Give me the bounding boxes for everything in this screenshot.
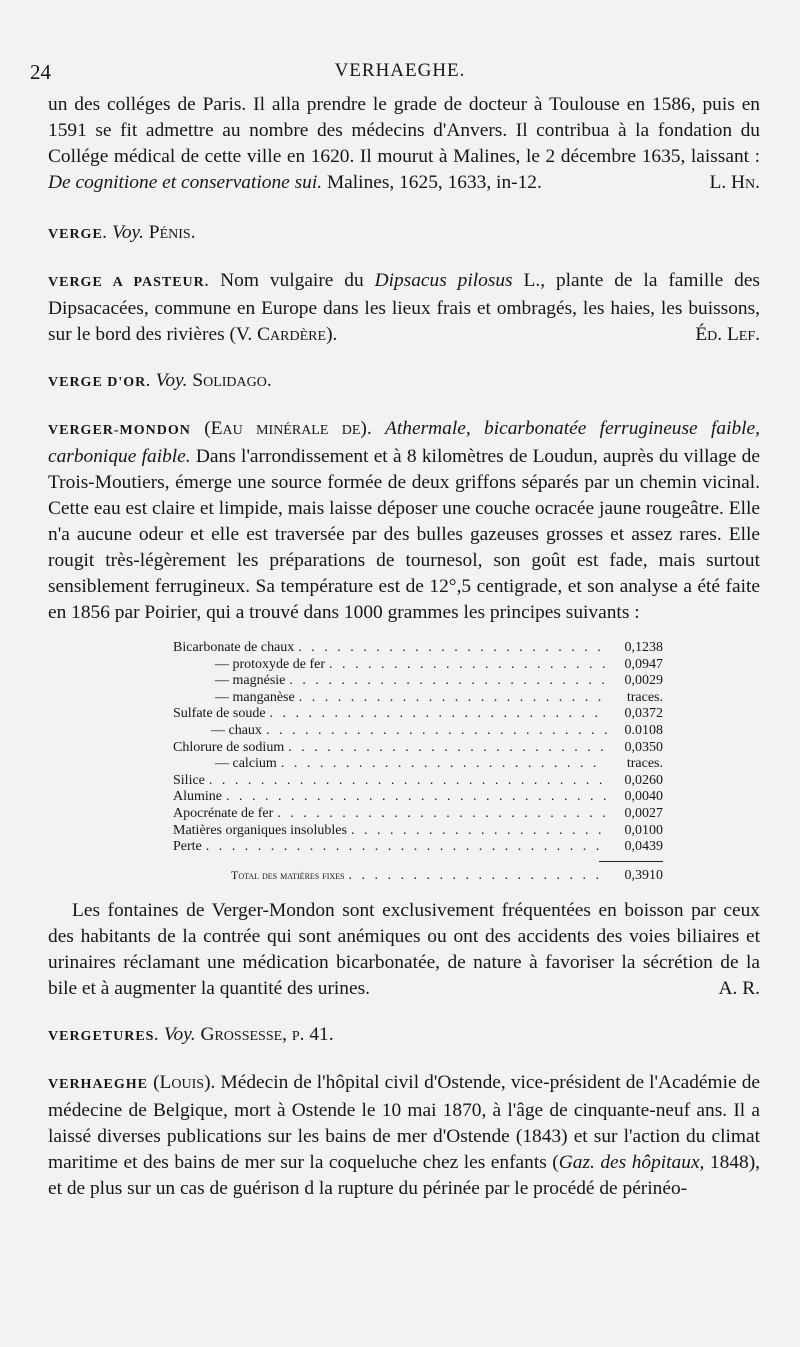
- analysis-row: Sulfate de soude . . . 0,0372: [173, 706, 663, 723]
- analysis-row: Bicarbonate de chaux . . . 0,1238: [173, 640, 663, 657]
- author-signature: A. R.: [718, 978, 760, 1000]
- headword: VERGE A PASTEUR.: [48, 275, 210, 290]
- cross-reference: Pénis.: [148, 222, 196, 243]
- species-name: Dipsacus pilosus: [374, 270, 513, 291]
- analysis-row: — calcium . . . traces.: [173, 756, 663, 773]
- analysis-total-row: Total des matières fixes . . . 0,3910: [173, 867, 663, 885]
- running-title: VERHAEGHE.: [334, 60, 466, 81]
- headword: VERGE.: [48, 227, 108, 242]
- total-rule: [599, 861, 663, 862]
- headword: VERGETURES.: [48, 1029, 159, 1045]
- analysis-row: Chlorure de sodium . . . 0,0350: [173, 740, 663, 757]
- cross-reference: Grossesse, p. 41.: [200, 1024, 334, 1046]
- author-signature: Éd. Lef.: [695, 324, 760, 345]
- page-header: [30, 60, 770, 90]
- entry-verge-a-pasteur: VERGE A PASTEUR. Nom vulgaire du Dipsacus pilosus L., plante de la famille des Dipsacacées, commune en Europe dans les lieux frais et ombragés, les haies, les buissons, sur le bord des rivières (V. Cardère). Éd. Lef.: [48, 268, 760, 348]
- analysis-table: [173, 640, 663, 884]
- entry-verger-mondon: VERGER-MONDON (Eau minérale de). Athermale, bicarbonatée ferrugineuse faible, carbonique faible. Dans l'arrondissement et à 8 kilomètres de Loudun, auprès du village de Trois-Moutiers, émerge une source formée de deux griffons séparés par un chemin vicinal. Cette eau est claire et limpide, mais laisse déposer une couche ocracée jaune rougeâtre. Elle n'a aucune odeur et elle est traversée par des bulles gazeuses grosses et assez rares. Elle rougit très-légèrement les préparations de tournesol, son goût est fade, mais surtout sensiblement ferrugineux. Sa température est de 12°,5 centigrade, et son analyse a été faite en 1856 par Poirier, qui a trouvé dans 1000 grammes les principes suivants :: [48, 418, 760, 623]
- analysis-row: Apocrénate de fer . . . 0,0027: [173, 806, 663, 823]
- analysis-row: — manganèse . . . traces.: [173, 690, 663, 707]
- cross-reference: Solidago.: [192, 370, 272, 391]
- cross-reference: Cardère: [257, 324, 327, 345]
- analysis-row: Perte . . . 0,0439: [173, 839, 663, 856]
- analysis-row: — magnésie . . . 0,0029: [173, 673, 663, 690]
- headword: VERGE D'OR.: [48, 375, 151, 390]
- author-signature: L. Hn.: [709, 172, 760, 193]
- page-content: [48, 92, 760, 1202]
- analysis-row: Silice . . . 0,0260: [173, 773, 663, 790]
- entry-verhaeghe: VERHAEGHE (Louis). Médecin de l'hôpital civil d'Ostende, vice-président de l'Académie de médecine de Belgique, mort à Ostende le 10 mai 1870, à l'âge de cinquante-neuf ans. Il a laissé diverses publications sur les bains de mer d'Ostende (1843) et sur l'action du climat maritime et des bains de mer sur la coqueluche chez les enfants (Gaz. des hôpitaux, 1848), et de plus sur un cas de guérison d la rupture du périnée par le procédé de périnéo-: [48, 1072, 760, 1200]
- headword: VERGER-MONDON: [48, 423, 191, 438]
- page-number: 24: [30, 60, 51, 84]
- analysis-row: Matières organiques insolubles . . . 0,0100: [173, 823, 663, 840]
- headword: VERHAEGHE: [48, 1077, 149, 1093]
- entry-verge: VERGE. Voy. Pénis.: [48, 222, 196, 243]
- water-classification: Athermale, bicarbonatée ferrugineuse faible, carbonique faible.: [48, 418, 760, 467]
- analysis-row: — chaux . . . 0.0108: [173, 723, 663, 740]
- entry-verger-mondon-closing: Les fontaines de Verger-Mondon sont exclusivement fréquentées en boisson par ceux des habitants de la contrée qui sont anémiques ou ont des accidents des voies biliaires et urinaires réclamant une médication bicarbonatée, de nature à favoriser la sécrétion de la bile et à augmenter la quantité des urines. A. R.: [48, 898, 760, 1002]
- entry-verge-d-or: VERGE D'OR. Voy. Solidago.: [48, 370, 272, 391]
- analysis-row: — protoxyde de fer . . . 0,0947: [173, 657, 663, 674]
- journal-title: Gaz. des hôpitaux,: [558, 1152, 705, 1174]
- analysis-row: Alumine . . . 0,0040: [173, 789, 663, 806]
- entry-vergetures: VERGETURES. Voy. Grossesse, p. 41.: [48, 1024, 334, 1046]
- book-title: De cognitione et conservatione sui.: [48, 172, 323, 193]
- entry-continuation: un des colléges de Paris. Il alla prendre le grade de docteur à Toulouse en 1586, puis en 1591 se fit admettre au nombre des médecins d'Anvers. Il contribua à la fondation du Collége médical de cette ville en 1620. Il mourut à Malines, le 2 décembre 1635, laissant : De cognitione et conservatione sui. Malines, 1625, 1633, in-12. L. Hn.: [48, 92, 760, 196]
